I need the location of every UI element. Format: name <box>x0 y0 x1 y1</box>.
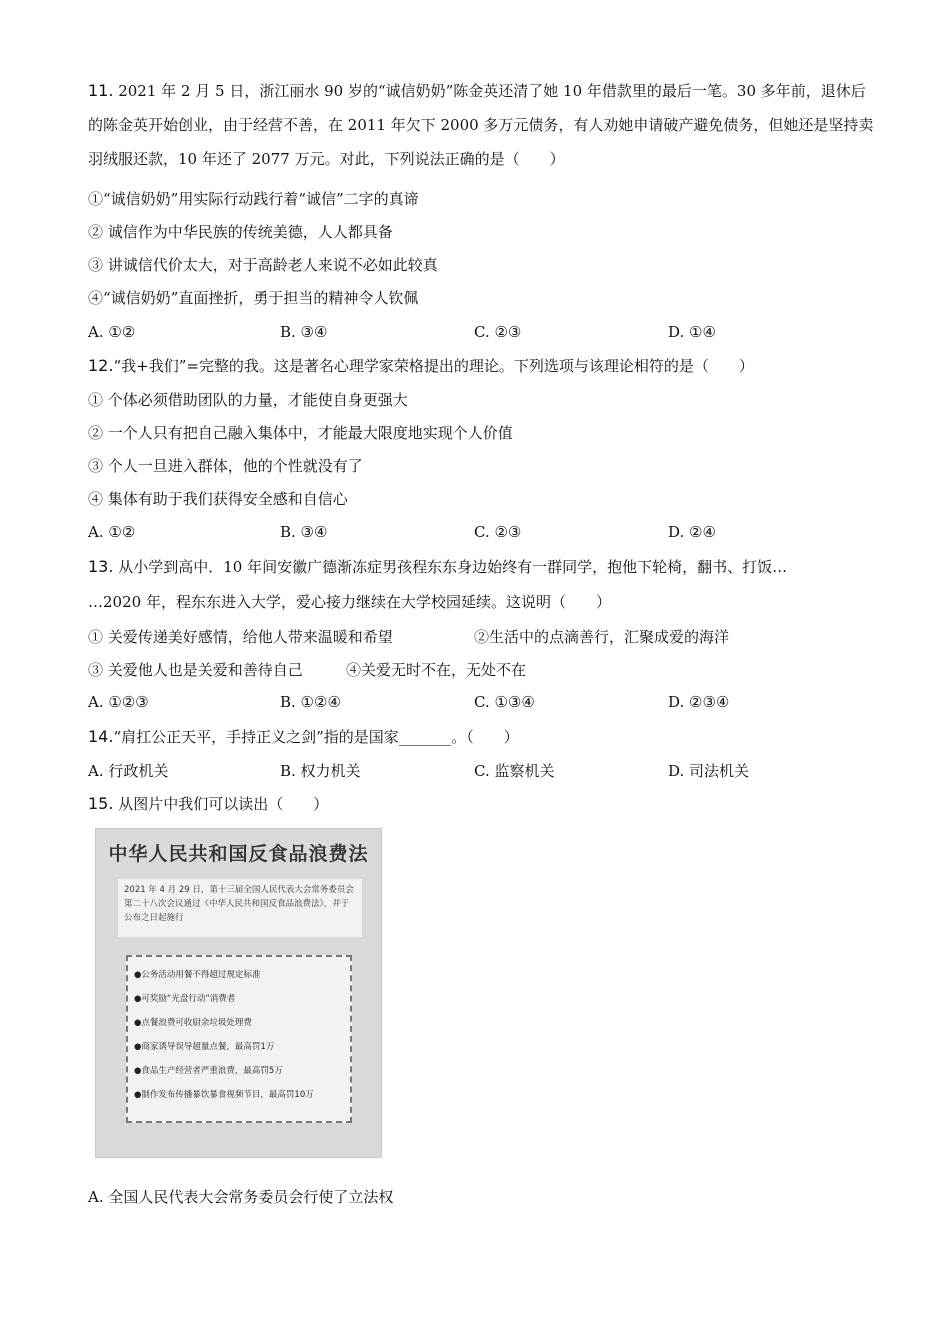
option-d[interactable]: D. 司法机关 <box>668 762 750 780</box>
statement-2: ②生活中的点滴善行，汇聚成爱的海洋 <box>474 628 730 646</box>
question-15 <box>88 793 328 814</box>
answer-options <box>88 523 878 545</box>
statement-4: ④ 集体有助于我们获得安全感和自信心 <box>88 490 348 508</box>
question-stem: 2021 年 2 月 5 日，浙江丽水 90 岁的“诚信奶奶”陈金英还清了她 10 年借款里的最后一笔。30 多年前，退休后的陈金英开始创业，由于经营不善，在 2011 年欠下 2000 多万元债务，有人劝她申请破产避免债务，但她还是坚持卖羽绒服还款，10 年还了 2077 万元。对此，下列说法正确的是（ ） <box>88 82 874 168</box>
poster-bullet: ●商家诱导误导超量点餐，最高罚1万 <box>134 1042 275 1052</box>
poster-bullet-list <box>126 955 352 1123</box>
question-number: 15. <box>88 794 114 813</box>
answer-options <box>88 760 878 782</box>
option-b[interactable]: B. ③④ <box>280 523 328 541</box>
option-b[interactable]: B. ①②④ <box>280 693 341 711</box>
option-a[interactable]: A. ①② <box>88 323 136 341</box>
poster-title: 中华人民共和国反食品浪费法 <box>108 843 369 865</box>
statement-4: ④“诚信奶奶”直面挫折，勇于担当的精神令人钦佩 <box>88 289 419 307</box>
option-c[interactable]: C. ②③ <box>474 523 522 541</box>
poster-intro: 2021 年 4 月 29 日，第十三届全国人民代表大会常务委员会第二十八次会议通过《中华人民共和国反食品浪费法》，并于公布之日起施行 <box>118 879 362 937</box>
statement-3: ③ 个人一旦进入群体，他的个性就没有了 <box>88 457 363 475</box>
answer-options <box>88 693 878 715</box>
poster-bullet: ●公务活动用餐不得超过规定标准 <box>134 970 261 980</box>
question-stem: 从小学到高中．10 年间安徽广德渐冻症男孩程东东身边始终有一群同学，抱他下轮椅，翻书、打饭… <box>113 558 788 576</box>
poster-bullet: ●食品生产经营者严重浪费，最高罚5万 <box>134 1066 283 1076</box>
option-d[interactable]: D. ①④ <box>668 323 716 341</box>
question-number: 12. <box>88 356 114 375</box>
poster-bullet: ●制作发布传播暴饮暴食视频节目，最高罚10万 <box>134 1090 314 1100</box>
statement-3: ③ 讲诚信代价太大，对于高龄老人来说不必如此较真 <box>88 256 438 274</box>
question-number: 14. <box>88 727 114 746</box>
option-d[interactable]: D. ②④ <box>668 523 716 541</box>
question-stem-continued: …2020 年，程东东进入大学，爱心接力继续在大学校园延续。这说明（ ） <box>88 593 611 611</box>
question-stem: 从图片中我们可以读出（ ） <box>113 795 329 813</box>
option-b[interactable]: B. ③④ <box>280 323 328 341</box>
option-a[interactable]: A. ①② <box>88 523 136 541</box>
option-a[interactable]: A. 行政机关 <box>88 762 169 780</box>
option-b[interactable]: B. 权力机关 <box>280 762 361 780</box>
statement-1: ① 关爱传递美好感情，给他人带来温暖和希望 <box>88 628 393 646</box>
option-c[interactable]: C. ①③④ <box>474 693 535 711</box>
question-number: 11. <box>88 81 114 100</box>
option-a[interactable]: A. 全国人民代表大会常务委员会行使了立法权 <box>88 1188 394 1206</box>
question-11 <box>88 74 878 176</box>
question-number: 13. <box>88 557 114 576</box>
question-14 <box>88 726 519 747</box>
option-c[interactable]: C. 监察机关 <box>474 762 555 780</box>
statement-4: ④关爱无时不在，无处不在 <box>346 661 527 679</box>
option-d[interactable]: D. ②③④ <box>668 693 730 711</box>
statement-1: ① 个体必须借助团队的力量，才能使自身更强大 <box>88 391 408 409</box>
question-12 <box>88 355 754 376</box>
answer-options <box>88 323 878 345</box>
option-a[interactable]: A. ①②③ <box>88 693 149 711</box>
statement-2: ② 诚信作为中华民族的传统美德，人人都具备 <box>88 223 393 241</box>
question-stem: “我+我们”=完整的我。这是著名心理学家荣格提出的理论。下列选项与该理论相符的是（ ） <box>113 357 754 375</box>
statement-1: ①“诚信奶奶”用实际行动践行着“诚信”二字的真谛 <box>88 190 419 208</box>
statement-3: ③ 关爱他人也是关爱和善待自己 <box>88 661 303 679</box>
option-c[interactable]: C. ②③ <box>474 323 522 341</box>
poster-bullet: ●可奖励“光盘行动”消费者 <box>134 994 236 1004</box>
statement-2: ② 一个人只有把自己融入集体中，才能最大限度地实现个人价值 <box>88 424 513 442</box>
question-stem: “肩扛公正天平，手持正义之剑”指的是国家_______。（ ） <box>113 728 519 746</box>
question-13 <box>88 556 787 577</box>
law-poster-photo <box>95 828 382 1158</box>
poster-bullet: ●点餐浪费可收厨余垃圾处理费 <box>134 1018 252 1028</box>
